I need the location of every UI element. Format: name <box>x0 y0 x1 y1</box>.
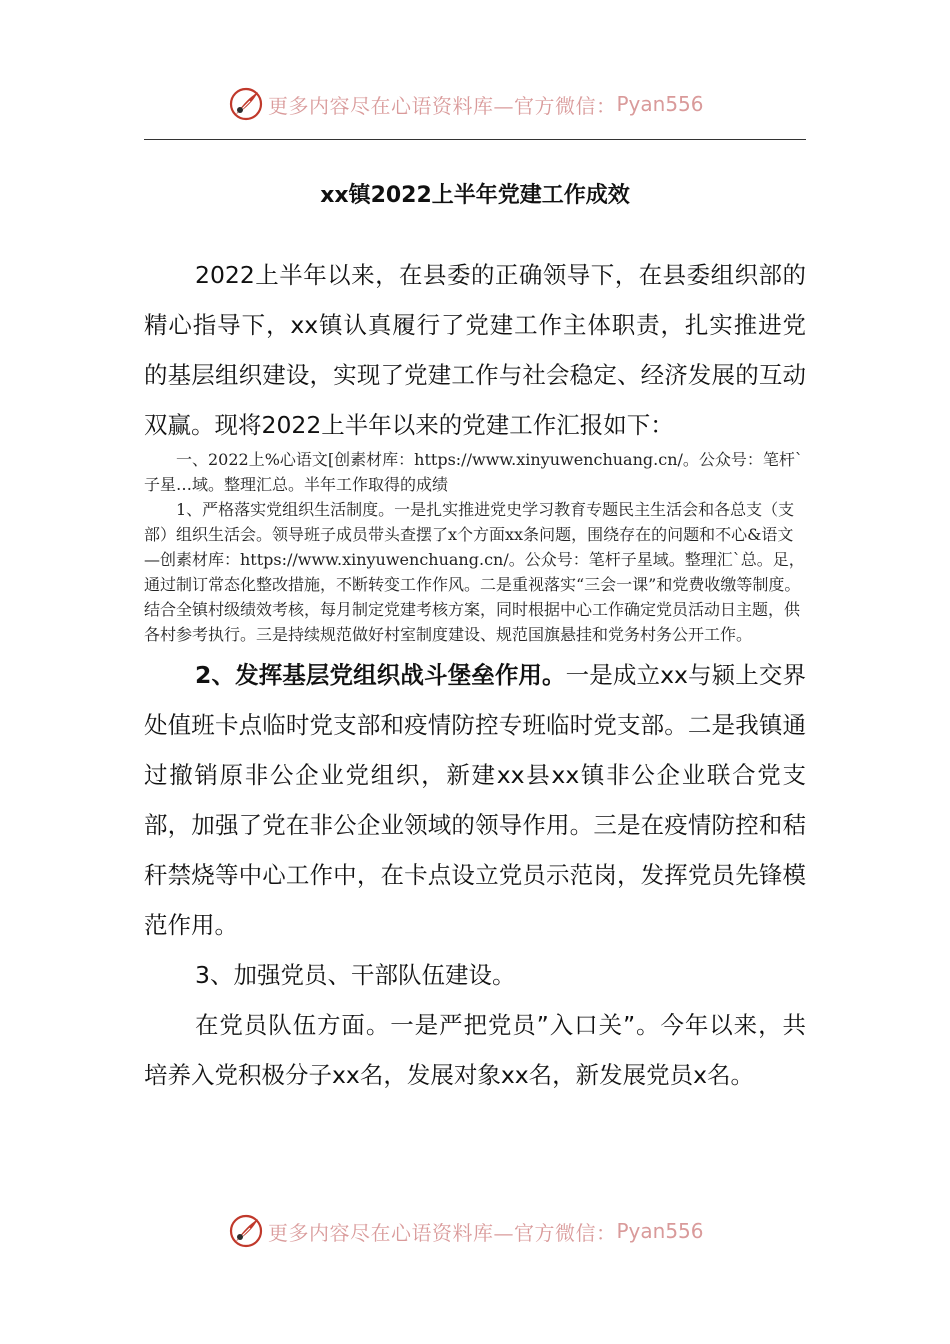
header-divider <box>144 139 806 140</box>
section-1-heading: 一、2022上%心语文[创素材库：https://www.xinyuwenchuang.cn/。公众号：笔杆`子星…域。整理汇总。半年工作取得的成绩 <box>144 450 803 494</box>
footer-watermark <box>228 1211 748 1251</box>
item-2-heading: 2、发挥基层党组织战斗堡垒作用。 <box>195 661 566 689</box>
header-watermark <box>228 84 748 124</box>
intro-paragraph: 2022上半年以来，在县委的正确领导下，在县委组织部的精心指导下，xx镇认真履行了党建工作主体职责，扎实推进党的基层组织建设，实现了党建工作与社会稳定、经济发展的互动双赢。现将2022上半年以来的党建工作汇报如下： <box>144 261 806 439</box>
item-2-body: 一是成立xx与颍上交界处值班卡点临时党支部和疫情防控专班临时党支部。二是我镇通过撤销原非公企业党组织，新建xx县xx镇非公企业联合党支部，加强了党在非公企业领域的领导作用。三是在疫情防控和秸秆禁烧等中心工作中，在卡点设立党员示范岗，发挥党员先锋模范作用。 <box>144 661 806 939</box>
item-2-paragraph <box>144 650 806 950</box>
quill-logo-icon <box>228 86 264 122</box>
document-body <box>144 250 806 1100</box>
watermark-wechat-id: Pyan556 <box>616 1219 704 1243</box>
item-3-paragraph: 在党员队伍方面。一是严把党员”入口关”。今年以来，共培养入党积极分子xx名，发展对象xx名，新发展党员x名。 <box>144 1011 806 1089</box>
item-1-paragraph: 1、严格落实党组织生活制度。一是扎实推进党史学习教育专题民主生活会和各总支（支部）组织生活会。领导班子成员带头查摆了x个方面xx条问题，围绕存在的问题和不心&语文—创素材库：https://www.xinyuwenchuang.cn/。公众号：笔杆子星域。整理汇`总。足，通过制订常态化整改措施，不断转变工作作风。二是重视落实“三会一课”和党费收缴等制度。结合全镇村级绩效考核，每月制定党建考核方案，同时根据中心工作确定党员活动日主题，供各村参考执行。三是持续规范做好村室制度建设、规范国旗悬挂和党务村务公开工作。 <box>144 500 805 644</box>
item-3-heading: 3、加强党员、干部队伍建设。 <box>195 961 516 989</box>
watermark-text: 更多内容尽在心语资料库—官方微信： <box>268 93 617 118</box>
watermark-wechat-id: Pyan556 <box>616 92 704 116</box>
quill-logo-icon <box>228 1213 264 1249</box>
document-title: xx镇2022上半年党建工作成效 <box>320 183 630 208</box>
small-print-block <box>144 447 806 647</box>
watermark-text: 更多内容尽在心语资料库—官方微信： <box>268 1220 617 1245</box>
